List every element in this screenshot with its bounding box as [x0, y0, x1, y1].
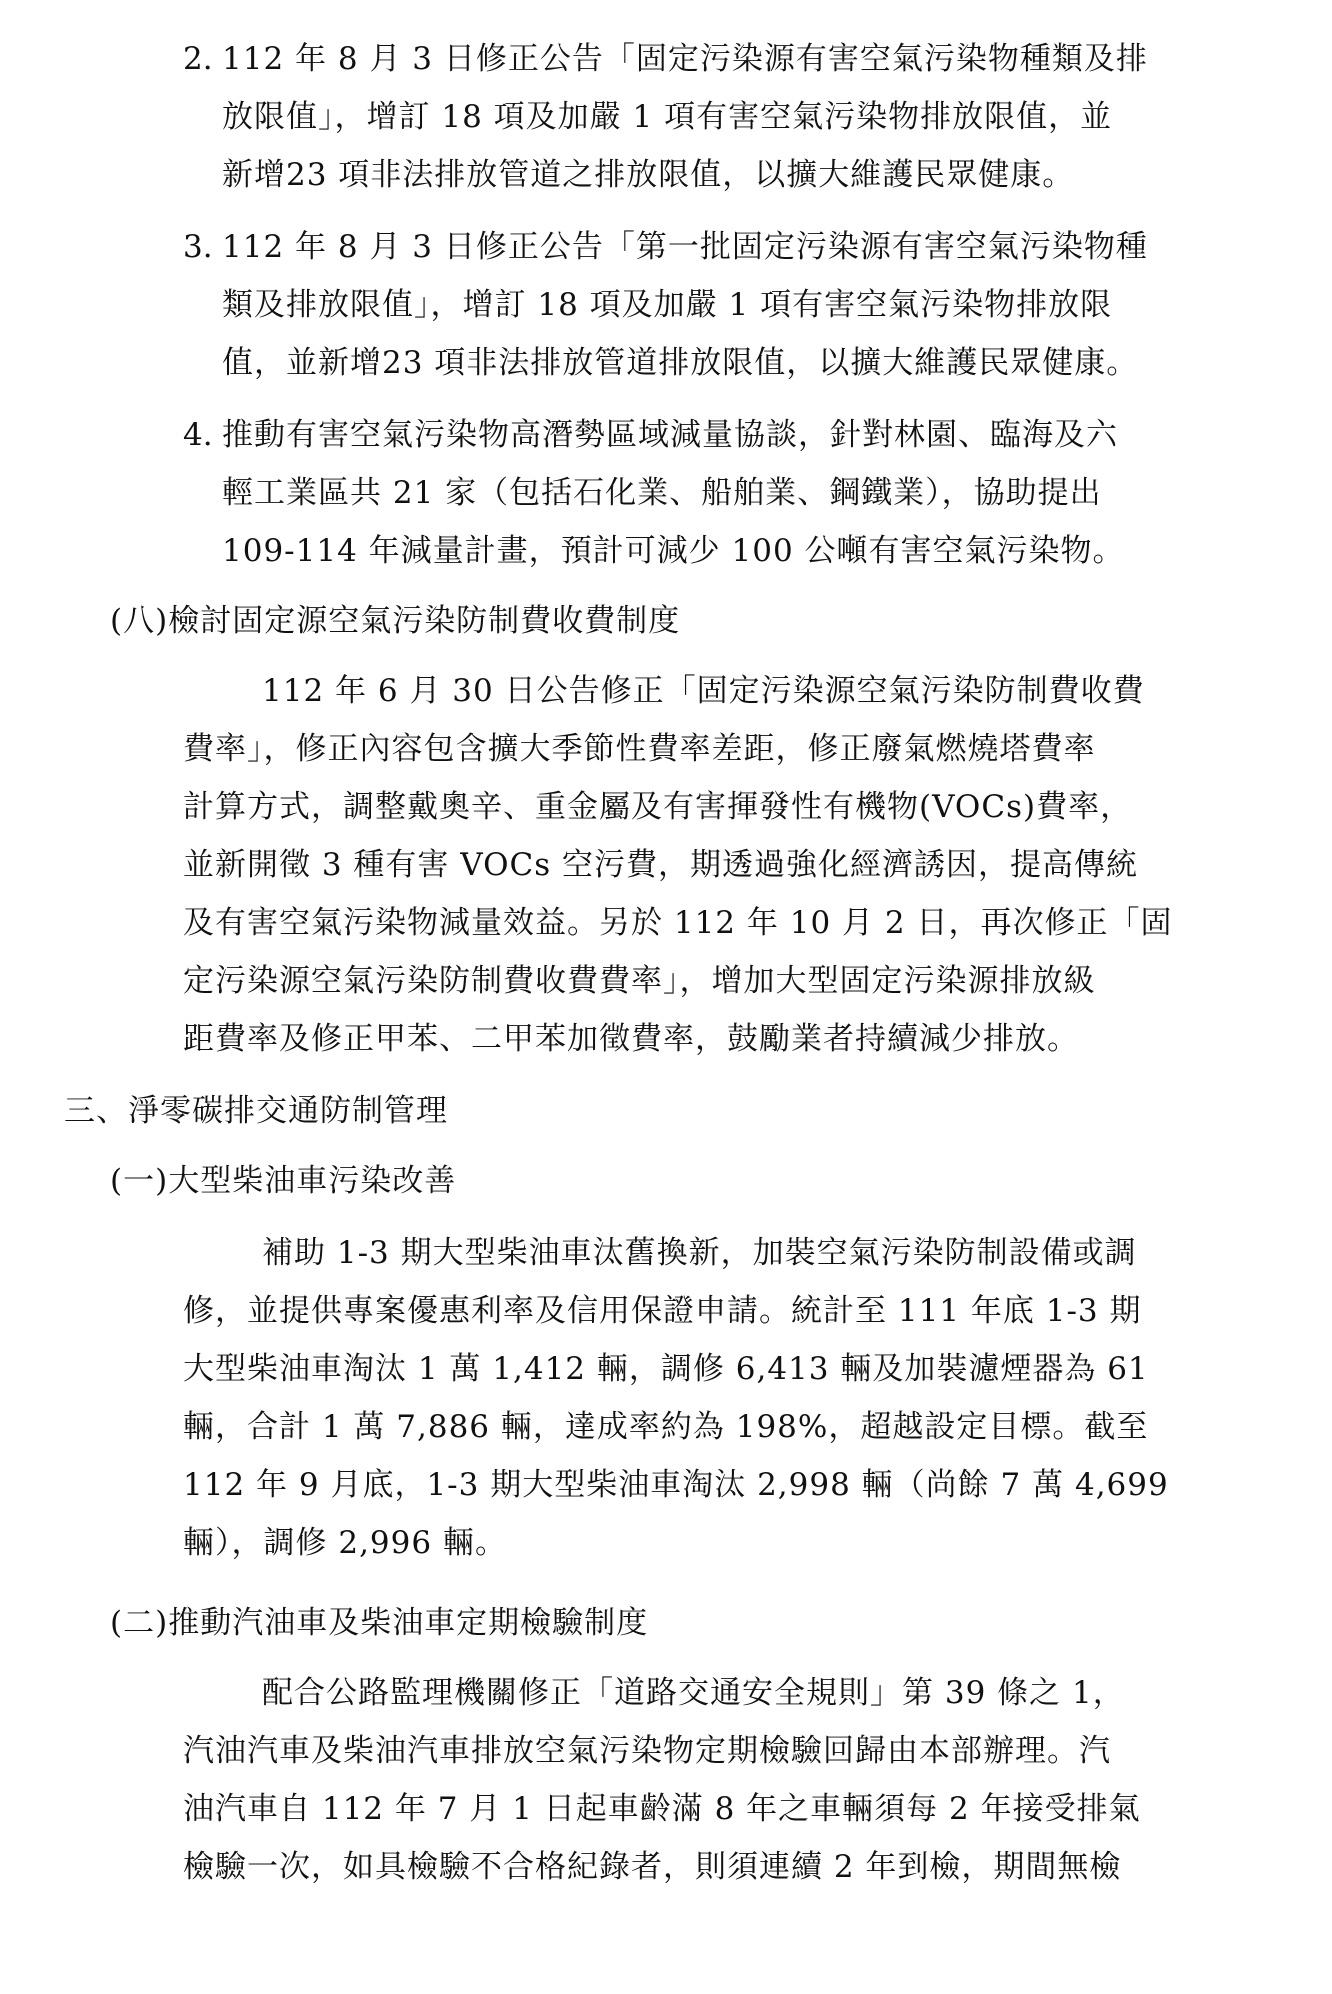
paragraph-line: 距費率及修正甲苯、二甲苯加徵費率，鼓勵業者持續減少排放。 [183, 1021, 1079, 1057]
item-line: 輕工業區共 21 家（包括石化業、船舶業、鋼鐵業），協助提出 [222, 475, 1102, 511]
section-heading: (二)推動汽油車及柴油車定期檢驗制度 [110, 1605, 649, 1641]
paragraph-line: 及有害空氣污染物減量效益。另於 112 年 10 月 2 日，再次修正「固 [183, 905, 1173, 941]
paragraph-line: 並新開徵 3 種有害 VOCs 空污費，期透過強化經濟誘因，提高傳統 [183, 847, 1139, 883]
paragraph-line: 費率」，修正內容包含擴大季節性費率差距，修正廢氣燃燒塔費率 [183, 731, 1096, 767]
paragraph-line: 油汽車自 112 年 7 月 1 日起車齡滿 8 年之車輛須每 2 年接受排氣 [183, 1791, 1141, 1827]
item-line: 放限值」，增訂 18 項及加嚴 1 項有害空氣污染物排放限值，並 [222, 99, 1113, 135]
section-heading: (八)檢討固定源空氣污染防制費收費制度 [110, 603, 681, 639]
paragraph-line: 修，並提供專案優惠利率及信用保證申請。統計至 111 年底 1-3 期 [183, 1293, 1142, 1329]
item-line: 112 年 8 月 3 日修正公告「第一批固定污染源有害空氣污染物種 [222, 229, 1148, 265]
chapter-heading: 三、淨零碳排交通防制管理 [64, 1093, 448, 1129]
item-line: 109-114 年減量計畫，預計可減少 100 公噸有害空氣污染物。 [222, 533, 1125, 569]
item-line: 推動有害空氣污染物高潛勢區域減量協談，針對林園、臨海及六 [222, 417, 1118, 453]
paragraph-line: 計算方式，調整戴奧辛、重金屬及有害揮發性有機物(VOCs)費率， [183, 789, 1133, 825]
section-heading: (一)大型柴油車污染改善 [110, 1163, 457, 1199]
item-number: 2. [183, 41, 213, 77]
paragraph-line: 大型柴油車淘汰 1 萬 1,412 輛，調修 6,413 輛及加裝濾煙器為 61 [183, 1351, 1149, 1387]
item-line: 新增23 項非法排放管道之排放限值，以擴大維護民眾健康。 [222, 157, 1075, 193]
paragraph-line: 輛，合計 1 萬 7,886 輛，達成率約為 198%，超越設定目標。截至 [183, 1409, 1149, 1445]
paragraph-line: 檢驗一次，如具檢驗不合格紀錄者，則須連續 2 年到檢，期間無檢 [183, 1849, 1122, 1885]
paragraph-line: 配合公路監理機關修正「道路交通安全規則」第 39 條之 1， [262, 1675, 1125, 1711]
item-number: 4. [183, 417, 213, 453]
paragraph-line: 汽油汽車及柴油汽車排放空氣污染物定期檢驗回歸由本部辦理。汽 [183, 1733, 1111, 1769]
paragraph-line: 補助 1-3 期大型柴油車汰舊換新，加裝空氣污染防制設備或調 [262, 1235, 1137, 1271]
paragraph-line: 112 年 6 月 30 日公告修正「固定污染源空氣污染防制費收費 [262, 673, 1145, 709]
paragraph-line: 輛），調修 2,996 輛。 [183, 1525, 507, 1561]
item-line: 112 年 8 月 3 日修正公告「固定污染源有害空氣污染物種類及排 [222, 41, 1148, 77]
paragraph-line: 定污染源空氣污染防制費收費費率」，增加大型固定污染源排放級 [183, 963, 1096, 999]
item-line: 類及排放限值」，增訂 18 項及加嚴 1 項有害空氣污染物排放限 [222, 287, 1113, 323]
item-line: 值，並新增23 項非法排放管道排放限值，以擴大維護民眾健康。 [222, 345, 1139, 381]
paragraph-line: 112 年 9 月底，1-3 期大型柴油車淘汰 2,998 輛（尚餘 7 萬 4,699 [183, 1467, 1169, 1503]
item-number: 3. [183, 229, 213, 265]
